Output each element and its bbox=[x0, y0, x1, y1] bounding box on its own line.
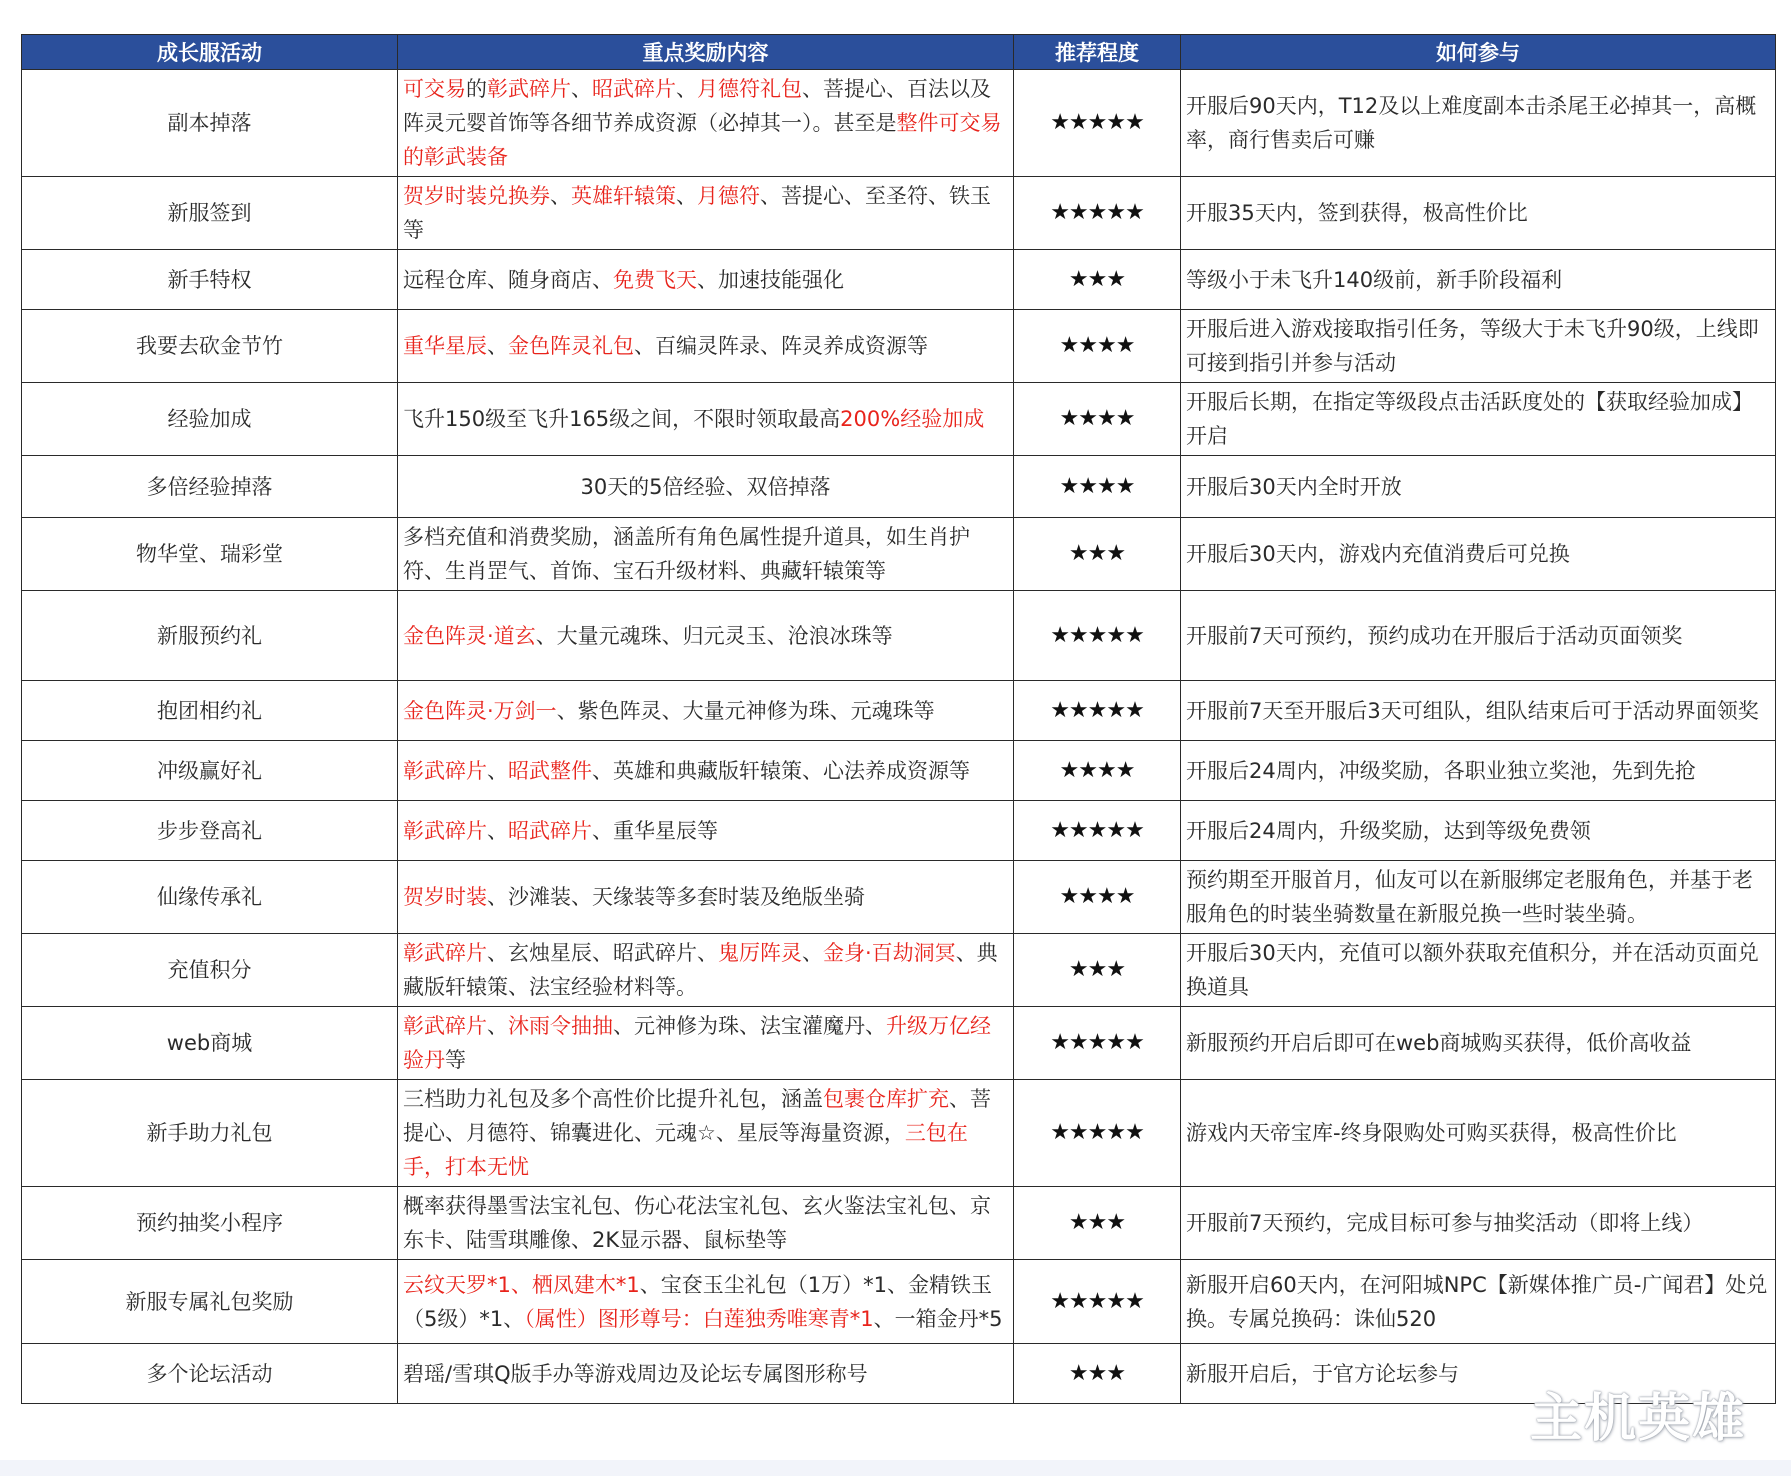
rating-stars-cell: ★★★★ bbox=[1014, 310, 1181, 383]
table-row bbox=[22, 801, 1776, 861]
rewards-cell bbox=[398, 1187, 1014, 1260]
header-activity: 成长服活动 bbox=[22, 35, 398, 70]
highlight-reward-text: 昭武碎片 bbox=[508, 818, 592, 843]
table-row bbox=[22, 310, 1776, 383]
reward-text: 、沙滩装、天缘装等多套时装及绝版坐骑 bbox=[487, 885, 865, 909]
how-to-join-cell: 游戏内天帝宝库-终身限购处可购买获得，极高性价比 bbox=[1181, 1080, 1776, 1187]
rewards-cell bbox=[398, 1344, 1014, 1404]
reward-text: 等 bbox=[445, 1048, 466, 1072]
highlight-reward-text: 彰武碎片 bbox=[403, 818, 487, 843]
table-row bbox=[22, 934, 1776, 1007]
activity-name-cell: 充值积分 bbox=[22, 934, 398, 1007]
highlight-reward-text: 沐雨令抽抽 bbox=[508, 1014, 613, 1038]
reward-text: 三档助力礼包及多个高性价比提升礼包，涵盖 bbox=[403, 1087, 823, 1111]
rewards-cell bbox=[398, 861, 1014, 934]
how-to-join-cell: 开服前7天预约，完成目标可参与抽奖活动（即将上线） bbox=[1181, 1187, 1776, 1260]
how-to-join-cell: 新服预约开启后即可在web商城购买获得，低价高收益 bbox=[1181, 1007, 1776, 1080]
rating-stars-cell: ★★★ bbox=[1014, 1187, 1181, 1260]
reward-text: 、 bbox=[487, 818, 508, 843]
header-rewards: 重点奖励内容 bbox=[398, 35, 1014, 70]
rewards-cell bbox=[398, 70, 1014, 177]
highlight-reward-text: 鬼厉阵灵 bbox=[718, 941, 802, 965]
rating-stars-cell: ★★★★ bbox=[1014, 456, 1181, 518]
table-row bbox=[22, 1187, 1776, 1260]
table-row bbox=[22, 1007, 1776, 1080]
how-to-join-cell: 新服开启后，于官方论坛参与 bbox=[1181, 1344, 1776, 1404]
activity-table bbox=[21, 34, 1776, 1404]
reward-text: 、重华星辰等 bbox=[592, 818, 718, 843]
highlight-reward-text: 昭武碎片 bbox=[592, 77, 676, 101]
rating-stars-cell: ★★★★★ bbox=[1014, 1080, 1181, 1187]
table-row bbox=[22, 383, 1776, 456]
rewards-cell bbox=[398, 456, 1014, 518]
activity-name-cell: 副本掉落 bbox=[22, 70, 398, 177]
reward-text: 、宝奁玉尘礼包（1万）*1、金精铁玉（5级）*1、 bbox=[403, 1272, 992, 1331]
highlight-reward-text: 免费飞天 bbox=[613, 267, 697, 292]
reward-text: 、元神修为珠、法宝灌魔丹、 bbox=[613, 1014, 886, 1038]
reward-text: 的 bbox=[466, 77, 487, 101]
rewards-cell bbox=[398, 591, 1014, 681]
reward-text: 、 bbox=[550, 184, 571, 208]
activity-name-cell: 新服预约礼 bbox=[22, 591, 398, 681]
reward-text: 、一箱金丹*5 bbox=[873, 1306, 1003, 1331]
how-to-join-cell: 开服后长期，在指定等级段点击活跃度处的【获取经验加成】开启 bbox=[1181, 383, 1776, 456]
how-to-join-cell: 等级小于未飞升140级前，新手阶段福利 bbox=[1181, 250, 1776, 310]
rewards-cell bbox=[398, 383, 1014, 456]
activity-name-cell: 多倍经验掉落 bbox=[22, 456, 398, 518]
activity-name-cell: 预约抽奖小程序 bbox=[22, 1187, 398, 1260]
how-to-join-cell: 开服后24周内，升级奖励，达到等级免费领 bbox=[1181, 801, 1776, 861]
activity-name-cell: 仙缘传承礼 bbox=[22, 861, 398, 934]
table-row bbox=[22, 741, 1776, 801]
rewards-cell bbox=[398, 177, 1014, 250]
rating-stars-cell: ★★★ bbox=[1014, 1344, 1181, 1404]
rating-stars-cell: ★★★★★ bbox=[1014, 681, 1181, 741]
rewards-cell bbox=[398, 801, 1014, 861]
header-rating: 推荐程度 bbox=[1014, 35, 1181, 70]
activity-name-cell: 步步登高礼 bbox=[22, 801, 398, 861]
reward-text: 、紫色阵灵、大量元神修为珠、元魂珠等 bbox=[556, 698, 935, 723]
reward-text: 飞升150级至飞升165级之间，不限时领取最高 bbox=[403, 407, 841, 431]
activity-name-cell: 我要去砍金节竹 bbox=[22, 310, 398, 383]
table-row bbox=[22, 456, 1776, 518]
how-to-join-cell: 预约期至开服首月，仙友可以在新服绑定老服角色，并基于老服角色的时装坐骑数量在新服兑换一些时装坐骑。 bbox=[1181, 861, 1776, 934]
highlight-reward-text: 金色阵灵·道玄 bbox=[403, 623, 536, 648]
reward-text: 、 bbox=[571, 77, 592, 101]
reward-text: 远程仓库、随身商店、 bbox=[403, 267, 613, 292]
table-row bbox=[22, 1080, 1776, 1187]
highlight-reward-text: 重华星辰 bbox=[403, 334, 487, 358]
table-row bbox=[22, 1260, 1776, 1344]
reward-text: 、英雄和典藏版轩辕策、心法养成资源等 bbox=[592, 758, 970, 783]
highlight-reward-text: 彰武碎片 bbox=[403, 758, 487, 783]
highlight-reward-text: 贺岁时装兑换券 bbox=[403, 184, 550, 208]
rating-stars-cell: ★★★★★ bbox=[1014, 70, 1181, 177]
table-row bbox=[22, 681, 1776, 741]
reward-text: 多档充值和消费奖励，涵盖所有角色属性提升道具，如生肖护符、生肖罡气、首饰、宝石升级材料、典藏轩辕策等 bbox=[403, 525, 970, 583]
reward-text: 、 bbox=[676, 184, 697, 208]
highlight-reward-text: 彰武碎片 bbox=[403, 1014, 487, 1038]
bottom-strip bbox=[0, 1460, 1791, 1476]
rating-stars-cell: ★★★★★ bbox=[1014, 1007, 1181, 1080]
rating-stars-cell: ★★★★★ bbox=[1014, 1260, 1181, 1344]
highlight-reward-text: 三包在手，打本无忧 bbox=[403, 1121, 968, 1179]
reward-text: 30天的5倍经验、双倍掉落 bbox=[580, 474, 831, 499]
highlight-reward-text: 金色阵灵礼包 bbox=[508, 334, 634, 358]
reward-text: 、典藏版轩辕策、法宝经验材料等。 bbox=[403, 941, 998, 999]
reward-text: 、玄烛星辰、昭武碎片、 bbox=[487, 941, 718, 965]
reward-text: 、菩提心、百法以及阵灵元婴首饰等各细节养成资源（必掉其一）。甚至是 bbox=[403, 77, 991, 135]
highlight-reward-text: 云纹天罗*1、栖凤建木*1 bbox=[403, 1272, 640, 1297]
how-to-join-cell: 开服后30天内，游戏内充值消费后可兑换 bbox=[1181, 518, 1776, 591]
activity-name-cell: 新服签到 bbox=[22, 177, 398, 250]
watermark-logo: 主机英雄 bbox=[1530, 1389, 1747, 1449]
rating-stars-cell: ★★★★ bbox=[1014, 383, 1181, 456]
reward-text: 、 bbox=[676, 77, 697, 101]
highlight-reward-text: 200%经验加成 bbox=[840, 407, 985, 431]
highlight-reward-text: 英雄轩辕策 bbox=[571, 184, 676, 208]
rewards-cell bbox=[398, 1260, 1014, 1344]
table-row bbox=[22, 591, 1776, 681]
table-row bbox=[22, 518, 1776, 591]
how-to-join-cell: 开服前7天可预约，预约成功在开服后于活动页面领奖 bbox=[1181, 591, 1776, 681]
rewards-cell bbox=[398, 310, 1014, 383]
highlight-reward-text: 月德符礼包 bbox=[697, 77, 802, 101]
activity-name-cell: 新服专属礼包奖励 bbox=[22, 1260, 398, 1344]
table-row bbox=[22, 250, 1776, 310]
highlight-reward-text: 彰武碎片 bbox=[487, 77, 571, 101]
highlight-reward-text: 整件可交易的彰武装备 bbox=[403, 111, 1002, 169]
how-to-join-cell: 开服后90天内，T12及以上难度副本击杀尾王必掉其一，高概率，商行售卖后可赚 bbox=[1181, 70, 1776, 177]
table-row bbox=[22, 177, 1776, 250]
how-to-join-cell: 开服后30天内，充值可以额外获取充值积分，并在活动页面兑换道具 bbox=[1181, 934, 1776, 1007]
rewards-cell bbox=[398, 934, 1014, 1007]
rating-stars-cell: ★★★★★ bbox=[1014, 177, 1181, 250]
highlight-reward-text: 金身·百劫洞冥 bbox=[823, 941, 956, 965]
rewards-cell bbox=[398, 741, 1014, 801]
reward-text: 、 bbox=[487, 1014, 508, 1038]
highlight-reward-text: 昭武整件 bbox=[508, 758, 592, 783]
activity-name-cell: 物华堂、瑞彩堂 bbox=[22, 518, 398, 591]
reward-text: 、百编灵阵录、阵灵养成资源等 bbox=[634, 334, 928, 358]
table-row bbox=[22, 861, 1776, 934]
how-to-join-cell: 开服后24周内，冲级奖励，各职业独立奖池，先到先抢 bbox=[1181, 741, 1776, 801]
header-how-to-join: 如何参与 bbox=[1181, 35, 1776, 70]
rewards-cell bbox=[398, 518, 1014, 591]
reward-text: 、加速技能强化 bbox=[697, 267, 844, 292]
table-row bbox=[22, 70, 1776, 177]
rating-stars-cell: ★★★★ bbox=[1014, 741, 1181, 801]
reward-text: 、 bbox=[487, 334, 508, 358]
highlight-reward-text: 彰武碎片 bbox=[403, 941, 487, 965]
highlight-reward-text: 月德符 bbox=[697, 184, 760, 208]
activity-name-cell: web商城 bbox=[22, 1007, 398, 1080]
activity-name-cell: 新手特权 bbox=[22, 250, 398, 310]
how-to-join-cell: 新服开启60天内，在河阳城NPC【新媒体推广员-广闻君】处兑换。专属兑换码：诛仙520 bbox=[1181, 1260, 1776, 1344]
highlight-reward-text: 可交易 bbox=[403, 77, 466, 101]
how-to-join-cell: 开服后进入游戏接取指引任务，等级大于未飞升90级，上线即可接到指引并参与活动 bbox=[1181, 310, 1776, 383]
how-to-join-cell: 开服35天内，签到获得，极高性价比 bbox=[1181, 177, 1776, 250]
reward-text: 、大量元魂珠、归元灵玉、沧浪冰珠等 bbox=[535, 623, 893, 648]
reward-text: 、菩提心、至圣符、铁玉等 bbox=[403, 184, 991, 242]
reward-text: 概率获得墨雪法宝礼包、伤心花法宝礼包、玄火鉴法宝礼包、京东卡、陆雪琪雕像、2K显示器、鼠标垫等 bbox=[403, 1194, 991, 1252]
reward-text: 、菩提心、月德符、锦囊进化、元魂☆、星辰等海量资源， bbox=[403, 1087, 991, 1145]
rating-stars-cell: ★★★★ bbox=[1014, 861, 1181, 934]
rating-stars-cell: ★★★★★ bbox=[1014, 591, 1181, 681]
table-header-row bbox=[22, 35, 1776, 70]
rating-stars-cell: ★★★ bbox=[1014, 250, 1181, 310]
reward-text: 、 bbox=[802, 941, 823, 965]
rating-stars-cell: ★★★ bbox=[1014, 518, 1181, 591]
highlight-reward-text: 包裹仓库扩充 bbox=[823, 1087, 949, 1111]
activity-name-cell: 多个论坛活动 bbox=[22, 1344, 398, 1404]
rewards-cell bbox=[398, 1007, 1014, 1080]
highlight-reward-text: 贺岁时装 bbox=[403, 885, 487, 909]
rating-stars-cell: ★★★★★ bbox=[1014, 801, 1181, 861]
activity-name-cell: 新手助力礼包 bbox=[22, 1080, 398, 1187]
reward-text: 、 bbox=[487, 758, 508, 783]
rewards-cell bbox=[398, 250, 1014, 310]
how-to-join-cell: 开服后30天内全时开放 bbox=[1181, 456, 1776, 518]
rewards-cell bbox=[398, 681, 1014, 741]
activity-name-cell: 冲级赢好礼 bbox=[22, 741, 398, 801]
highlight-reward-text: 金色阵灵·万剑一 bbox=[403, 698, 557, 723]
how-to-join-cell: 开服前7天至开服后3天可组队，组队结束后可于活动界面领奖 bbox=[1181, 681, 1776, 741]
highlight-reward-text: 升级万亿经验丹 bbox=[403, 1014, 991, 1072]
rating-stars-cell: ★★★ bbox=[1014, 934, 1181, 1007]
activity-name-cell: 经验加成 bbox=[22, 383, 398, 456]
highlight-reward-text: （属性）图形尊号：白莲独秀唯寒青*1 bbox=[524, 1306, 874, 1331]
reward-text: 碧瑶/雪琪Q版手办等游戏周边及论坛专属图形称号 bbox=[403, 1361, 868, 1386]
activity-table-wrapper bbox=[21, 34, 1775, 1404]
table-row bbox=[22, 1344, 1776, 1404]
rewards-cell bbox=[398, 1080, 1014, 1187]
activity-name-cell: 抱团相约礼 bbox=[22, 681, 398, 741]
